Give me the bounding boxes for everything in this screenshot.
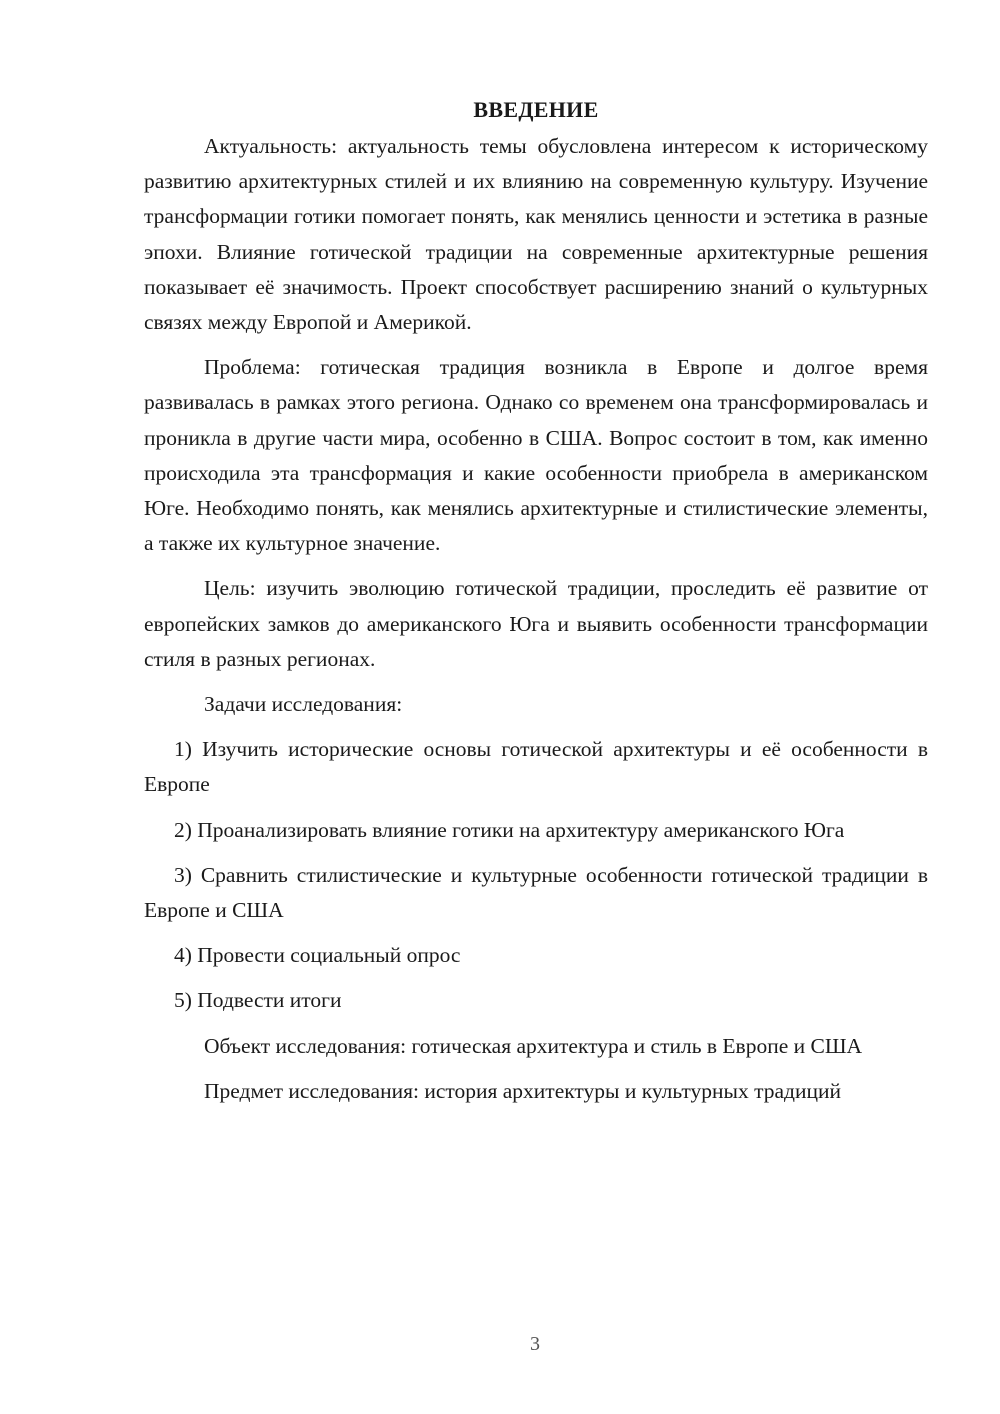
page-title: ВВЕДЕНИЕ xyxy=(473,97,599,122)
problem-paragraph: Проблема: готическая традиция возникла в Европе и долгое время развивалась в рамках этого региона. Однако со временем она трансформировалась и проникла в другие части мира, особенно в США. Вопрос состоит в том, как именно происходила эта трансформация и какие особенности приобрела в американском Юге. Необходимо понять, как менялись архитектурные и стилистические элементы, а также их культурное значение. xyxy=(144,355,928,556)
document-page xyxy=(144,92,928,1119)
tasks-list xyxy=(144,732,928,1018)
list-item: 5) Подвести итоги xyxy=(174,988,342,1013)
tasks-heading: Задачи исследования: xyxy=(204,692,403,717)
list-item: 3) Сравнить стилистические и культурные особенности готической традиции в Европе и США xyxy=(144,862,928,923)
list-item: 1) Изучить исторические основы готической архитектуры и её особенности в Европе xyxy=(144,737,928,797)
list-item: 4) Провести социальный опрос xyxy=(174,943,461,968)
list-item: 2) Проанализировать влияние готики на архитектуру американского Юга xyxy=(174,817,845,842)
page-number: 3 xyxy=(530,1333,540,1355)
subject-paragraph: Предмет исследования: история архитектуры и культурных традиций xyxy=(204,1078,841,1103)
relevance-paragraph: Актуальность: актуальность темы обусловлена интересом к историческому развитию архитектурных стилей и их влиянию на современную культуру. Изучение трансформации готики помогает понять, как менялись ценности и эстетика в разные эпохи. Влияние готической традиции на современные архитектурные решения показывает её значимость. Проект способствует расширению знаний о культурных связях между Европой и Америкой. xyxy=(144,134,928,335)
goal-paragraph: Цель: изучить эволюцию готической традиции, проследить её развитие от европейских замков до американского Юга и выявить особенности трансформации стиля в разных регионах. xyxy=(144,576,928,671)
object-paragraph: Объект исследования: готическая архитектура и стиль в Европе и США xyxy=(204,1033,863,1058)
